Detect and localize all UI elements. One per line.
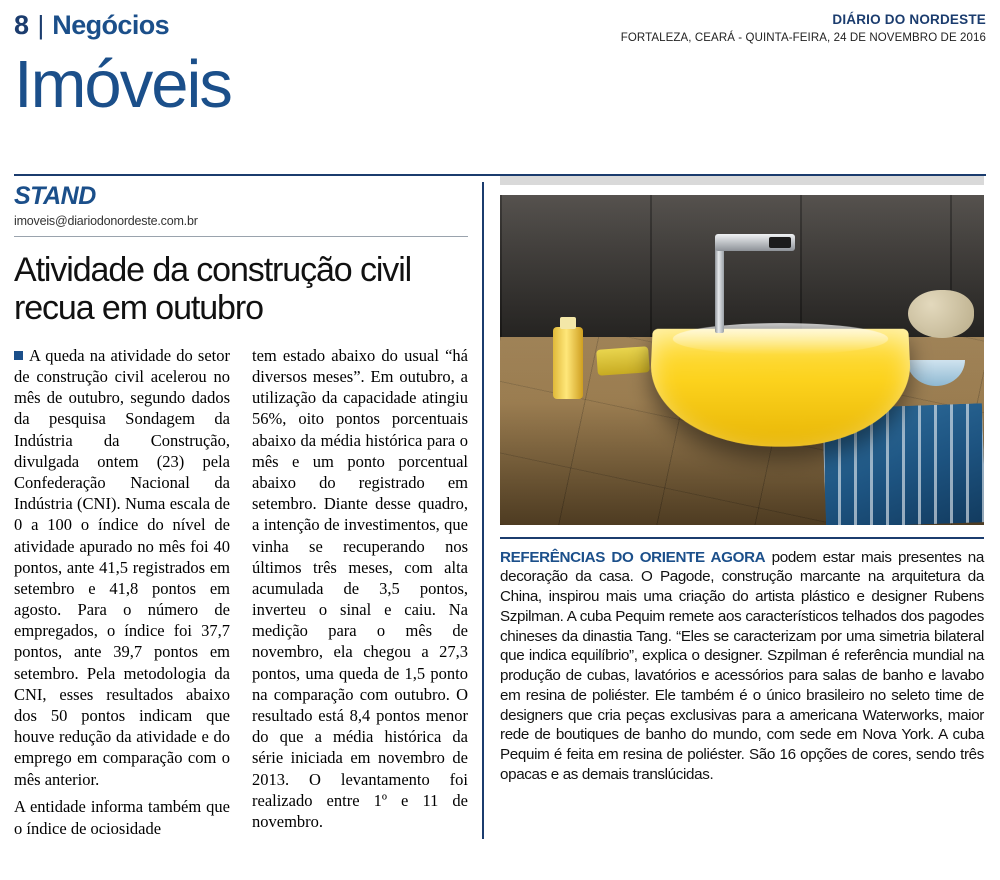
photo-stone (908, 290, 974, 338)
bullet-square-icon (14, 351, 23, 360)
article-paragraph-1 (14, 345, 230, 790)
caption-text: podem estar mais presentes na decoração da casa. O Pagode, construção marcante na arquitetura da China, inspirou mais uma criação do artista plástico e designer Rubens Szpilman. A cuba Pequim remete aos característicos telhados dos pagodes chineses da dinastia Tang. “Eles se caracterizam por uma simetria bilateral que indica equilíbrio”, explica o designer. Szpilman é referência mundial na produção de cubas, lavatórios e acessórios para salas de banho e lavabo em resina de poliéster. Ele também é o único brasileiro no seleto time de designers que cria peças exclusivas para a americana Waterworks, maior rede de boutiques de banho do mundo, com sede em Nova York. A cuba Pequim é feita em resina de poliéster. São 16 opções de cores, sendo três opacas e as demais translúcidas. (500, 548, 984, 783)
photo-faucet-head (715, 234, 795, 251)
issue-date: FORTALEZA, CEARÁ - QUINTA-FEIRA, 24 DE NOVEMBRO DE 2016 (620, 32, 986, 44)
article-paragraph-2: A entidade informa também que o índice de ociosidade (14, 797, 230, 838)
masthead-right (621, 10, 986, 44)
masthead (14, 10, 986, 46)
article-paragraph-3: tem estado abaixo do usual “há diversos meses”. Em outubro, a utilização da capacidade atingiu 56%, oito pontos porcentuais abaixo da média histórica para o mês e um ponto porcentual abaixo do registrado em setembro. Diante desse quadro, a intenção de investimentos, que vinha se recuperando nos últimos três meses, com alta acumulada de 3,5 pontos, inverteu o sinal e caiu. Na medição para o mês de novembro, ela chegou a 27,3 pontos, uma queda de 1,5 ponto na comparação com outubro. O resultado está 8,4 pontos menor do que a média histórica da série iniciada em novembro de 2013. O levantamento foi realizado entre 1º e 11 de novembro. (252, 345, 468, 831)
left-column (14, 176, 482, 839)
photo-sponge (596, 346, 650, 376)
caption-divider (500, 537, 984, 539)
stand-divider (14, 236, 468, 237)
product-photo (500, 195, 984, 525)
page-content (14, 176, 986, 839)
caption-lead: REFERÊNCIAS DO ORIENTE AGORA (500, 548, 766, 566)
article-headline: Atividade da construção civil recua em outubro (14, 250, 412, 327)
page-title: Imóveis (14, 47, 231, 122)
masthead-left (14, 10, 169, 41)
article-paragraph-1-text: A queda na atividade do setor de construção civil acelerou no mês de outubro, segundo dados da pesquisa Sondagem da Indústria da Construção, divulgada ontem (23) pela Confederação Nacional da Indústria (CNI). Numa escala de 0 a 100 o índice do nível de atividade apurado no mês foi 40 pontos, ante 41,5 registrados em setembro e 41,8 pontos em agosto. Para o número de empregados, o índice foi 37,7 pontos, ante 39,7 pontos em setembro. Pela metodologia da CNI, esses resultados abaixo dos 50 pontos indicam que houve redução da atividade e do emprego em comparação com o mês anterior. (14, 345, 230, 789)
photo-caption (500, 548, 984, 785)
masthead-separator: | (37, 10, 45, 40)
right-column (484, 176, 984, 839)
section-title: Negócios (52, 10, 170, 40)
page-number: 8 (14, 10, 29, 40)
stand-label: STAND (14, 181, 96, 210)
photo-bottle (553, 327, 583, 399)
photo-faucet-stem (715, 241, 724, 333)
stand-email[interactable]: imoveis@diariodonordeste.com.br (14, 213, 198, 228)
article-body (14, 345, 468, 839)
photo-top-bar (500, 176, 984, 185)
paper-name: DIÁRIO DO NORDESTE (832, 12, 986, 27)
